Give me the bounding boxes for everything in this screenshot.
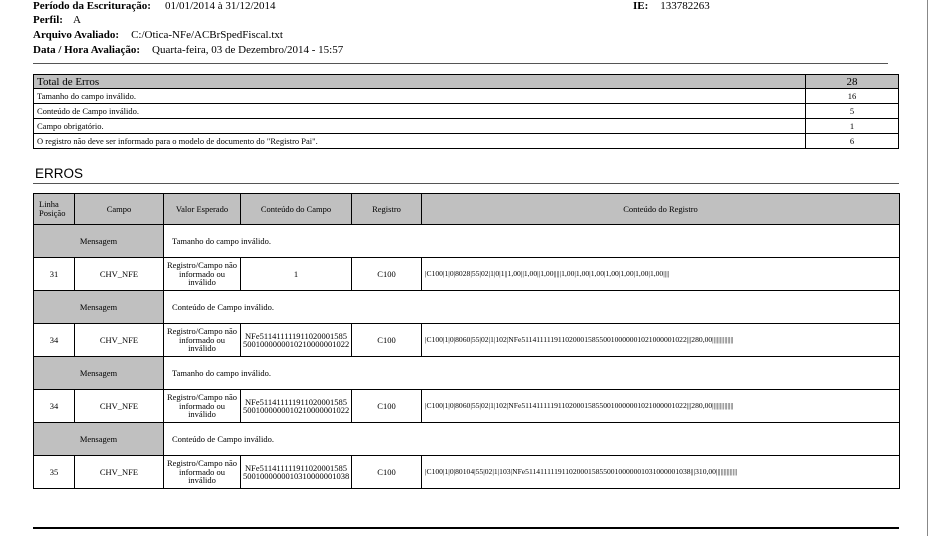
error-conteudo: NFe511411111911020001585 5001000000010210000001022 <box>241 324 352 357</box>
error-conteudo-registro: |C100|1|0|8060|55|02|1|102|NFe51141111191102000158550010000001021000001022|||280,00|||||||||||||| <box>422 390 900 423</box>
periodo-label: Período da Escrituração: <box>33 0 151 12</box>
perfil-value: A <box>72 14 81 26</box>
ie-label: IE: <box>633 0 649 12</box>
error-registro: C100 <box>352 324 422 357</box>
errors-title: ERROS <box>35 166 84 181</box>
error-conteudo: NFe511411111911020001585 5001000000010210000001022 <box>241 390 352 423</box>
error-conteudo: 1 <box>241 258 352 291</box>
summary-row-label: Campo obrigatório. <box>34 119 806 134</box>
data-label: Data / Hora Avaliação: <box>33 44 141 56</box>
error-conteudo-registro: |C100|1|0|8060|55|02|1|102|NFe51141111191102000158550010000001021000001022|||280,00|||||||||||||| <box>422 324 900 357</box>
error-registro: C100 <box>352 258 422 291</box>
errors-header-row <box>34 194 900 225</box>
message-text: Tamanho do campo inválido. <box>164 225 900 258</box>
footer-divider <box>33 527 899 529</box>
total-label: Total de Erros <box>34 75 806 89</box>
summary-total-row <box>34 75 899 89</box>
message-row <box>34 423 900 456</box>
errors-divider <box>33 183 899 184</box>
col-campo: Campo <box>75 194 164 225</box>
error-esperado: Registro/Campo não informado ou inválido <box>164 324 241 357</box>
error-row <box>34 456 900 489</box>
message-label: Mensagem <box>34 423 164 456</box>
summary-row-label: Tamanho do campo inválido. <box>34 89 806 104</box>
summary-row-value: 16 <box>806 89 899 104</box>
summary-row-value: 6 <box>806 134 899 149</box>
error-linha: 34 <box>34 390 75 423</box>
message-label: Mensagem <box>34 291 164 324</box>
summary-row <box>34 104 899 119</box>
message-row <box>34 357 900 390</box>
summary-row-value: 1 <box>806 119 899 134</box>
total-value: 28 <box>806 75 899 89</box>
errors-table <box>33 193 900 489</box>
error-esperado: Registro/Campo não informado ou inválido <box>164 390 241 423</box>
col-registro: Registro <box>352 194 422 225</box>
col-conteudo-registro: Conteúdo do Registro <box>422 194 900 225</box>
perfil-label: Perfil: <box>33 14 63 26</box>
summary-table <box>33 74 899 149</box>
col-linha: Linha <box>39 199 59 209</box>
perfil-line <box>33 14 81 27</box>
arquivo-value: C:/Otica-NFe/ACBrSpedFiscal.txt <box>131 29 283 41</box>
error-campo: CHV_NFE <box>75 390 164 423</box>
message-text: Conteúdo de Campo inválido. <box>164 291 900 324</box>
error-campo: CHV_NFE <box>75 456 164 489</box>
error-linha: 35 <box>34 456 75 489</box>
error-conteudo-registro: |C100|1|0|80104|55|02|1|103|NFe51141111191102000158550010000001031000001038|||310,00|||||||||||||| <box>422 456 900 489</box>
ie-line <box>633 0 710 13</box>
periodo-value: 01/01/2014 à 31/12/2014 <box>164 0 276 12</box>
col-posicao: Posição <box>39 208 66 218</box>
summary-row-value: 5 <box>806 104 899 119</box>
error-campo: CHV_NFE <box>75 258 164 291</box>
error-conteudo: NFe511411111911020001585 5001000000010310000001038 <box>241 456 352 489</box>
error-esperado: Registro/Campo não informado ou inválido <box>164 258 241 291</box>
col-linha-posicao <box>34 194 75 225</box>
summary-row-label: Conteúdo de Campo inválido. <box>34 104 806 119</box>
summary-row-label: O registro não deve ser informado para o modelo de documento do "Registro Pai". <box>34 134 806 149</box>
summary-row <box>34 119 899 134</box>
message-label: Mensagem <box>34 357 164 390</box>
message-text: Tamanho do campo inválido. <box>164 357 900 390</box>
message-row <box>34 291 900 324</box>
data-line <box>33 44 343 57</box>
message-row <box>34 225 900 258</box>
arquivo-line <box>33 29 283 42</box>
error-campo: CHV_NFE <box>75 324 164 357</box>
error-esperado: Registro/Campo não informado ou inválido <box>164 456 241 489</box>
error-registro: C100 <box>352 456 422 489</box>
col-valor-esperado: Valor Esperado <box>164 194 241 225</box>
summary-row <box>34 134 899 149</box>
periodo-line <box>33 0 276 13</box>
error-linha: 34 <box>34 324 75 357</box>
ie-value: 133782263 <box>660 0 710 12</box>
error-row <box>34 324 900 357</box>
col-conteudo-campo: Conteúdo do Campo <box>241 194 352 225</box>
message-text: Conteúdo de Campo inválido. <box>164 423 900 456</box>
data-value: Quarta-feira, 03 de Dezembro/2014 - 15:57 <box>152 44 344 56</box>
error-conteudo-registro: |C100|1|0|8028|55|02|1|0|1||1,00||1,00||1,00|||||1,00|1,00|1,00|1,00|1,00|1,00|1,00|||| <box>422 258 900 291</box>
error-row <box>34 258 900 291</box>
error-row <box>34 390 900 423</box>
arquivo-label: Arquivo Avaliado: <box>33 29 120 41</box>
error-linha: 31 <box>34 258 75 291</box>
error-registro: C100 <box>352 390 422 423</box>
summary-row <box>34 89 899 104</box>
header-divider <box>33 63 888 64</box>
message-label: Mensagem <box>34 225 164 258</box>
